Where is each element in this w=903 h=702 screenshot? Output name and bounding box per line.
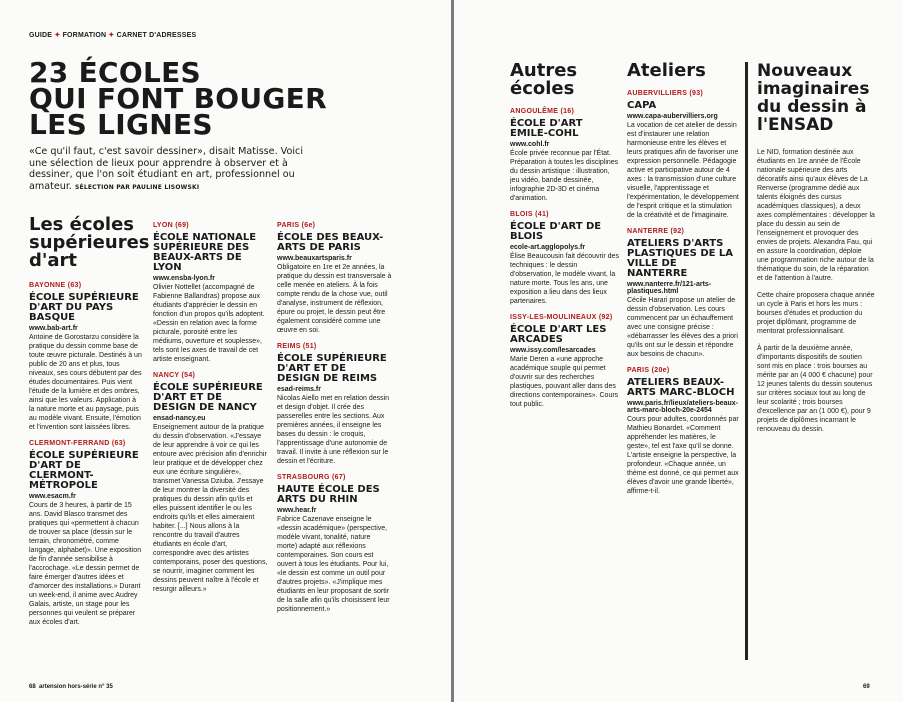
school-url[interactable]: www.ensba-lyon.fr [153, 275, 215, 282]
column-3 [277, 222, 392, 622]
school-entry [510, 211, 620, 306]
school-description: Enseignement autour de la pratique du dessin d'observation. «J'essaye de leur apprendre à voir ce qui les entoure avec précision afin d'enrichir leur pratique et de développer chez eux une écriture singulière», transmet Vanessa Dziuba. J'essaye de leur montrer la diversité des pratiques du dessin afin qu'ils et elles puissent identifier le ou les endroits qu'ils et elles aimeraient habiter. [...] Nous allons à la rencontre du travail d'autres étudiants en école d'art, correspondre avec des artistes contemporains, poser des questions, se nourrir, imaginer comment les dessins peuvent naître à l'école et resurgir ailleurs.» [153, 424, 268, 593]
school-description: Antoine de Gorostarzu considère la pratique du dessin comme base de toute œuvre picturale. Destinés à un public de 20 ans et plus, tous niveaux, ses cours débutent par des études documentaires. Puis vient l'étude de la lumière et des ombres, ainsi que les valeurs. Application à la nature morte et au paysage, puis au modèle vivant. Ensuite, l'émotion et l'invention sont laissées libres. [29, 334, 142, 431]
city-label: AUBERVILLIERS (93) [627, 90, 704, 97]
school-name: ATELIERS D'ARTS PLASTIQUES DE LA VILLE DE NANTERRE [627, 238, 734, 279]
magazine-name: artension hors-série n° 35 [39, 684, 113, 690]
school-entry [277, 222, 392, 335]
school-name: ÉCOLE D'ART EMILE-COHL [510, 118, 583, 139]
breadcrumb-carnet: CARNET D'ADRESSES [116, 32, 197, 39]
school-description: Élise Beaucousin fait découvrir des techniques : le dessin d'observation, le modèle vivant, la nature morte. Tous les ans, une exposition a lieu dans des lieux partenaires. [510, 253, 619, 305]
section-title-ateliers: Ateliers [627, 60, 706, 81]
city-label: NANCY (54) [153, 372, 196, 379]
school-description: Cécile Harari propose un atelier de dessin d'observation. Les cours commencent par un échauffement avec une consigne précise : «débarrasser les élèves des a priori qu'ils ont sur le dessin et répondre aux besoins de chacun». [627, 297, 738, 358]
breadcrumb-guide: GUIDE [29, 32, 53, 39]
school-entry [510, 314, 620, 409]
section-title-autres: Autres écoles [510, 60, 578, 99]
school-name: CAPA [627, 100, 657, 111]
city-label: REIMS (51) [277, 343, 317, 350]
city-label: LYON (69) [153, 222, 189, 229]
school-url[interactable]: ecole-art.agglopolys.fr [510, 244, 586, 251]
school-url[interactable]: esad-reims.fr [277, 386, 321, 393]
school-url[interactable]: www.issy.com/lesarcades [510, 347, 596, 354]
intro-text: «Ce qu'il faut, c'est savoir dessiner», disait Matisse. Voici une sélection de lieux pour apprendre à observer et à dessiner, que l'on soit étudiant en art, professionnel ou amateur. [29, 146, 303, 192]
right-page [454, 0, 903, 702]
school-name: ATELIERS BEAUX-ARTS MARC-BLOCH [627, 377, 735, 398]
school-url[interactable]: www.capa-aubervilliers.org [627, 113, 718, 120]
school-url[interactable]: www.bab-art.fr [29, 325, 78, 332]
school-url[interactable]: www.esacm.fr [29, 493, 76, 500]
city-label: NANTERRE (92) [627, 228, 685, 235]
school-description: Olivier Nottellet (accompagné de Fabienne Ballandras) propose aux étudiants d'apprécier le dessin en fonction d'un propos qu'ils adoptent. «Dessin en relation avec la forme picturale, porosité entre les médiums, ouverture et souplesse», tels sont les axes de travail de cet artiste enseignant. [153, 284, 265, 363]
column-4 [510, 108, 620, 417]
school-name: ÉCOLE D'ART LES ARCADES [510, 324, 607, 345]
school-url[interactable]: ensad-nancy.eu [153, 415, 206, 422]
city-label: ISSY-LES-MOULINEAUX (92) [510, 314, 613, 321]
nid-title: Nouveaux imaginaires du dessin à l'ENSAD [757, 61, 870, 135]
school-entry [627, 228, 739, 359]
nid-sidebar [757, 62, 875, 442]
school-entry [277, 474, 392, 614]
school-name: ÉCOLE SUPÉRIEURE D'ART ET DE DESIGN DE REIMS [277, 353, 387, 384]
school-description: École privée reconnue par l'État. Préparation à toutes les disciplines du dessin artistique : illustration, jeu vidéo, bande dessinée, infographie 2D-3D et cinéma d'animation. [510, 150, 619, 202]
column-1 [29, 282, 143, 635]
intro-credit: SÉLECTION PAR PAULINE LISOWSKI [75, 183, 200, 191]
title-line-1: 23 ÉCOLES [29, 56, 202, 89]
school-description: Nicolas Aiello met en relation dessin et design d'objet. Il crée des passerelles entre les sections. Aux premières années, il enseigne les bases du dessin : le croquis, l'apprentissage d'une autonomie de travail. Il invite à une réflexion sur le dessin et l'écriture. [277, 395, 390, 465]
city-label: PARIS (20e) [627, 367, 670, 374]
column-5 [627, 90, 739, 504]
title-line-2: QUI FONT BOUGER [29, 82, 327, 115]
school-entry [627, 367, 739, 496]
breadcrumb-separator: ✦ [54, 32, 61, 39]
school-entry [153, 372, 268, 594]
nid-body [757, 148, 875, 434]
city-label: BAYONNE (63) [29, 282, 82, 289]
breadcrumb [29, 31, 196, 39]
city-label: STRASBOURG (67) [277, 474, 346, 481]
school-name: ÉCOLE DES BEAUX-ARTS DE PARIS [277, 232, 384, 253]
page-number: 68 [29, 684, 36, 690]
school-entry [627, 90, 739, 220]
school-name: ÉCOLE SUPÉRIEURE D'ART DE CLERMONT-MÉTROPOLE [29, 450, 139, 491]
column-2 [153, 222, 268, 602]
nid-paragraph-3: À partir de la deuxième année, d'importants dispositifs de soutien sont mis en place : trois bourses au mérite par an (4 000 € chacune) pour 12 jeunes talents du dessin soutenus sur critères sociaux tout au long de leur scolarité ; trois bourses d'excellence par an (1 000 €), pour 9 projets de diplômes incarnant le renouveau du dessin. [757, 345, 873, 433]
breadcrumb-formation: FORMATION [62, 32, 107, 39]
school-description: Marie Deren a «une approche académique souple qui permet d'ouvrir sur des recherches plastiques, pouvant aller dans des directions contemporaines». Cours tout public. [510, 356, 619, 408]
school-url[interactable]: www.nanterre.fr/121-arts-plastiques.html [627, 281, 712, 295]
city-label: CLERMONT-FERRAND (63) [29, 440, 126, 447]
section-title-superieures: Les écoles supérieures d'art [29, 214, 150, 271]
school-description: Fabrice Cazenave enseigne le «dessin académique» (perspective, modèle vivant, tonalité, nature morte) adapté aux réflexions contemporaines. Son cours est ouvert à tous les étudiants. Pour lui, «le dessin est comme un outil pour d'autres projets». «J'implique mes étudiants en leur proposant de sortir de la salle afin qu'ils choisissent leur positionnement.» [277, 516, 390, 613]
school-description: Cours pour adultes, coordonnés par Mathieu Bonardet. «Comment appréhender les matières, le geste», tel est l'axe qu'il se donne. L'artiste enseigne la perspective, la profondeur. «Chaque année, un thème est donné, ce qui permet aux élèves d'avoir une grande liberté», affirme-t-il. [627, 416, 739, 495]
city-label: BLOIS (41) [510, 211, 549, 218]
school-entry [29, 282, 143, 432]
breadcrumb-separator: ✦ [108, 32, 115, 39]
school-entry [510, 108, 620, 203]
school-description: Cours de 3 heures, à partir de 15 ans. David Blasco transmet des pratiques qui «permettent à chacun de trouver sa place (dessin sur le terrain, chronométré, comme langage, alphabet)». Une exposition de fin d'année sensibilise à l'accrochage. «Le dessin permet de faire émerger d'autres idées et d'amorcer des installations.» Durant un week-end, il anime avec Audrey Galais, artiste, un stage pour les personnes qui veulent se préparer aux écoles d'art. [29, 502, 142, 626]
title-line-3: LES LIGNES [29, 108, 213, 141]
left-page [0, 0, 451, 702]
school-name: ÉCOLE SUPÉRIEURE D'ART DU PAYS BASQUE [29, 292, 139, 323]
city-label: PARIS (6e) [277, 222, 316, 229]
school-entry [277, 343, 392, 466]
school-entry [153, 222, 268, 364]
school-entry [29, 440, 143, 627]
vertical-rule [745, 62, 748, 660]
nid-paragraph-2: Cette chaire proposera chaque année un cycle à Paris et hors les murs : bourses d'études et production du projet diplômant, programme de mentorat professionnalisant. [757, 292, 875, 335]
city-label: ANGOULÊME (16) [510, 108, 575, 115]
school-name: ÉCOLE SUPÉRIEURE D'ART ET DE DESIGN DE NANCY [153, 382, 263, 413]
folio-left [29, 684, 113, 690]
school-url[interactable]: www.cohl.fr [510, 141, 550, 148]
school-url[interactable]: www.beauxartsparis.fr [277, 255, 352, 262]
school-name: HAUTE ÉCOLE DES ARTS DU RHIN [277, 484, 380, 505]
school-url[interactable]: www.hear.fr [277, 507, 317, 514]
intro [29, 146, 309, 193]
folio-right: 69 [863, 684, 870, 690]
school-name: ÉCOLE NATIONALE SUPÉRIEURE DES BEAUX-ARTS DE LYON [153, 232, 257, 273]
school-url[interactable]: www.paris.fr/lieux/ateliers-beaux-arts-marc-bloch-20e-2454 [627, 400, 739, 414]
school-description: La vocation de cet atelier de dessin est d'instaurer une relation harmonieuse entre les élèves et leurs pratiques afin de favoriser une expression personnelle. Pédagogie active et participative autour de 4 axes : la transmission d'une culture visuelle, l'apprentissage et l'expérimentation, le développement de l'esprit critique et la stimulation de la créativité et de l'imaginaire. [627, 122, 739, 219]
nid-paragraph-1: Le NID, formation destinée aux étudiants en 1re année de l'École nationale supérieure des arts décoratifs ainsi qu'aux élèves de La Renverse (programme dédié aux talents éloignés des cursus académiques classiques), a deux axes complémentaires : développer la place du dessin au sein de l'enseignement et provoquer des envies de projets. Alexandra Fau, qui en assure la coordination, déploie une programmation riche autour de la thématique du soin, de la réparation et de l'attention à l'autre. [757, 149, 875, 282]
school-name: ÉCOLE D'ART DE BLOIS [510, 221, 602, 242]
school-description: Obligatoire en 1re et 2e années, la pratique du dessin est transversale à celle menée en ateliers. À la fois compte rendu de la chose vue, outil d'analyse, instrument de réflexion, épure ou projet, le dessin peut être également considéré comme une œuvre en soi. [277, 264, 392, 334]
page-title [29, 56, 327, 141]
